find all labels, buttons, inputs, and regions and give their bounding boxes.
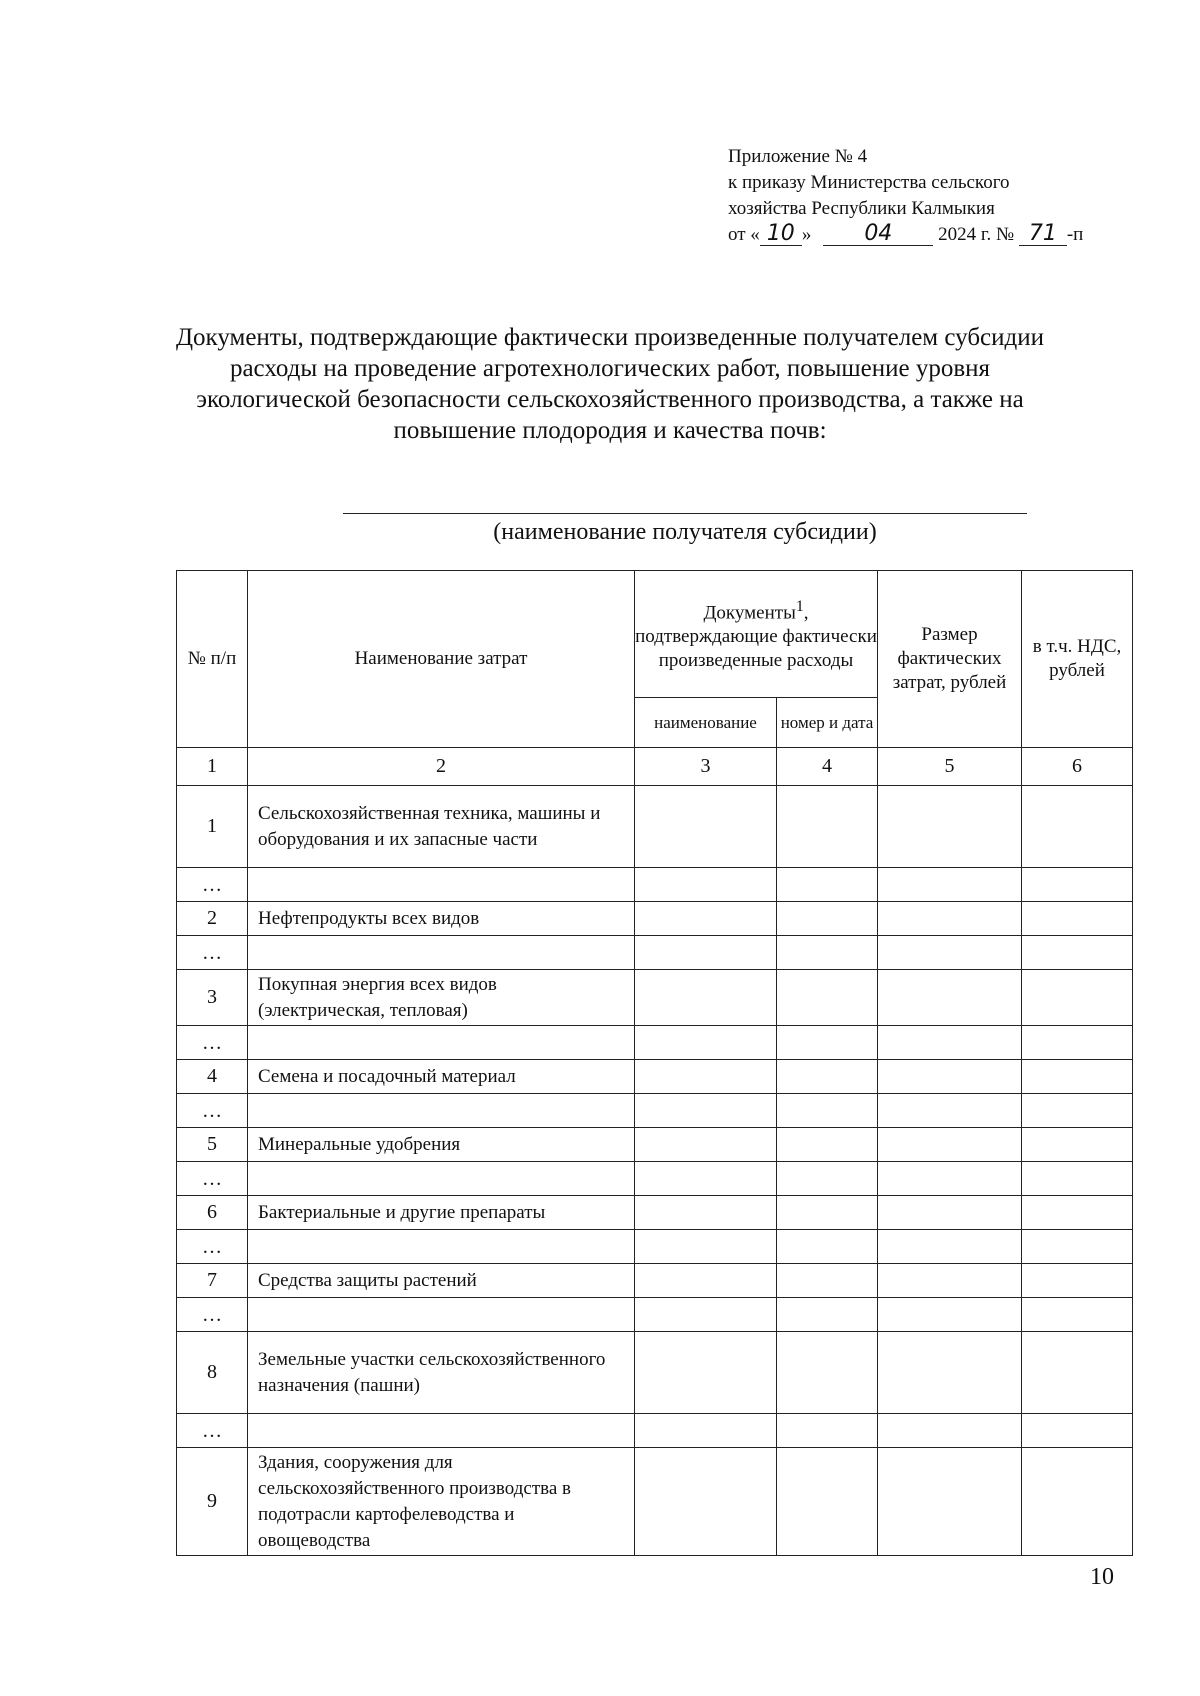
cell-doc-name	[635, 1162, 777, 1196]
cell-doc-number-date	[777, 1162, 878, 1196]
cell-doc-name	[635, 1026, 777, 1060]
cell-amount	[878, 936, 1022, 970]
cell-amount	[878, 970, 1022, 1026]
table-row	[177, 1414, 1133, 1448]
row-name	[248, 1026, 635, 1060]
cell-vat	[1022, 1448, 1133, 1556]
row-name: Здания, сооружения для сельскохозяйственного производства в подотрасли картофелеводства и овощеводства	[248, 1448, 635, 1556]
cell-vat	[1022, 868, 1133, 902]
cell-doc-number-date	[777, 1128, 878, 1162]
header-documents-tail: , подтверждающие фактически произведенные расходы	[635, 602, 877, 672]
page-number: 10	[1090, 1564, 1114, 1590]
cell-vat	[1022, 1060, 1133, 1094]
row-number: …	[177, 936, 248, 970]
cell-vat	[1022, 786, 1133, 868]
table-row	[177, 1230, 1133, 1264]
table-row	[177, 1196, 1133, 1230]
row-name: Нефтепродукты всех видов	[248, 902, 635, 936]
header-amount: Размер фактических затрат, рублей	[878, 571, 1022, 748]
cell-doc-name	[635, 1264, 777, 1298]
cell-doc-number-date	[777, 1060, 878, 1094]
cell-doc-name	[635, 1414, 777, 1448]
column-number: 3	[635, 748, 777, 786]
cell-amount	[878, 1162, 1022, 1196]
costs-table	[176, 570, 1133, 1556]
column-number: 2	[248, 748, 635, 786]
cell-amount	[878, 902, 1022, 936]
row-number: …	[177, 1162, 248, 1196]
date-year: 2024 г. №	[938, 224, 1015, 245]
table-row	[177, 902, 1133, 936]
cell-doc-number-date	[777, 868, 878, 902]
cell-doc-number-date	[777, 1094, 878, 1128]
cell-doc-name	[635, 1230, 777, 1264]
row-name	[248, 868, 635, 902]
row-name: Средства защиты растений	[248, 1264, 635, 1298]
cell-doc-number-date	[777, 1298, 878, 1332]
cell-doc-name	[635, 1128, 777, 1162]
row-name: Земельные участки сельскохозяйственного назначения (пашни)	[248, 1332, 635, 1414]
cell-amount	[878, 1094, 1022, 1128]
column-number: 1	[177, 748, 248, 786]
header-num: № п/п	[177, 571, 248, 748]
cell-amount	[878, 1448, 1022, 1556]
row-number: 3	[177, 970, 248, 1026]
row-name	[248, 1298, 635, 1332]
row-number: 9	[177, 1448, 248, 1556]
cell-vat	[1022, 1094, 1133, 1128]
row-number: 1	[177, 786, 248, 868]
date-prefix: от «	[728, 224, 760, 245]
table-row	[177, 1162, 1133, 1196]
cell-amount	[878, 1230, 1022, 1264]
cell-doc-number-date	[777, 1264, 878, 1298]
cell-vat	[1022, 1298, 1133, 1332]
row-number: …	[177, 1414, 248, 1448]
row-number: …	[177, 1094, 248, 1128]
cell-vat	[1022, 1264, 1133, 1298]
row-name: Минеральные удобрения	[248, 1128, 635, 1162]
cell-doc-number-date	[777, 1448, 878, 1556]
cell-doc-name	[635, 1448, 777, 1556]
appendix-ministry: хозяйства Республики Калмыкия	[728, 198, 995, 219]
row-number: 6	[177, 1196, 248, 1230]
cell-doc-number-date	[777, 1196, 878, 1230]
table-row	[177, 786, 1133, 868]
cell-doc-number-date	[777, 1026, 878, 1060]
row-name: Бактериальные и другие препараты	[248, 1196, 635, 1230]
cell-doc-number-date	[777, 902, 878, 936]
row-number: …	[177, 1026, 248, 1060]
cell-doc-name	[635, 786, 777, 868]
column-numbers-row	[177, 748, 1133, 786]
row-name	[248, 1414, 635, 1448]
table-row	[177, 1060, 1133, 1094]
table-row	[177, 1264, 1133, 1298]
appendix-number: Приложение № 4	[728, 146, 868, 167]
row-name	[248, 936, 635, 970]
row-name: Семена и посадочный материал	[248, 1060, 635, 1094]
row-number: 2	[177, 902, 248, 936]
cell-doc-name	[635, 1094, 777, 1128]
cell-vat	[1022, 1026, 1133, 1060]
order-suffix: -п	[1066, 224, 1084, 245]
row-number: 8	[177, 1332, 248, 1414]
document-title: Документы, подтверждающие фактически произведенные получателем субсидии расходы на проведение агротехнологических работ, повышение уровня экологической безопасности сельскохозяйственного производства, а также на повышение плодородия и качества почв:	[175, 324, 1044, 444]
header-vat: в т.ч. НДС, рублей	[1022, 571, 1133, 748]
header-doc-name: наименование	[635, 698, 777, 748]
cell-doc-name	[635, 970, 777, 1026]
cell-doc-name	[635, 936, 777, 970]
cell-amount	[878, 1026, 1022, 1060]
row-number: …	[177, 1230, 248, 1264]
row-number: 7	[177, 1264, 248, 1298]
cell-amount	[878, 1298, 1022, 1332]
header-documents-label: Документы	[703, 602, 796, 624]
row-name: Покупная энергия всех видов (электрическая, тепловая)	[248, 970, 635, 1026]
cell-vat	[1022, 1162, 1133, 1196]
table-row	[177, 1332, 1133, 1414]
row-name	[248, 1230, 635, 1264]
row-number: 5	[177, 1128, 248, 1162]
cell-amount	[878, 1128, 1022, 1162]
header-name: Наименование затрат	[248, 571, 635, 748]
cell-vat	[1022, 936, 1133, 970]
table-row	[177, 1448, 1133, 1556]
column-number: 5	[878, 748, 1022, 786]
cell-vat	[1022, 1128, 1133, 1162]
cell-vat	[1022, 1332, 1133, 1414]
cell-doc-name	[635, 868, 777, 902]
table-row	[177, 1128, 1133, 1162]
footnote-marker: 1	[795, 597, 804, 615]
date-month-handwritten: 04	[823, 223, 933, 246]
cell-amount	[878, 1332, 1022, 1414]
cell-amount	[878, 1264, 1022, 1298]
row-number: 4	[177, 1060, 248, 1094]
cell-doc-name	[635, 1060, 777, 1094]
table-row	[177, 970, 1133, 1026]
row-name	[248, 1162, 635, 1196]
row-number: …	[177, 868, 248, 902]
cell-doc-name	[635, 1332, 777, 1414]
cell-doc-number-date	[777, 970, 878, 1026]
cell-amount	[878, 1196, 1022, 1230]
cell-vat	[1022, 902, 1133, 936]
cell-vat	[1022, 1230, 1133, 1264]
row-number: …	[177, 1298, 248, 1332]
header-documents	[635, 571, 878, 698]
table-row	[177, 1094, 1133, 1128]
appendix-reference	[728, 144, 1083, 248]
table-row	[177, 1026, 1133, 1060]
cell-vat	[1022, 970, 1133, 1026]
cell-vat	[1022, 1196, 1133, 1230]
table-row	[177, 1298, 1133, 1332]
recipient-caption: (наименование получателя субсидии)	[493, 519, 877, 545]
cell-doc-number-date	[777, 1332, 878, 1414]
date-day-handwritten: 10	[760, 223, 802, 246]
cell-amount	[878, 1060, 1022, 1094]
table-row	[177, 868, 1133, 902]
column-number: 6	[1022, 748, 1133, 786]
header-doc-number-date: номер и дата	[777, 698, 878, 748]
cell-doc-name	[635, 1196, 777, 1230]
appendix-order-ref: к приказу Министерства сельского	[728, 172, 1010, 193]
cell-amount	[878, 868, 1022, 902]
cell-amount	[878, 786, 1022, 868]
recipient-fill-line	[343, 513, 1027, 514]
cell-amount	[878, 1414, 1022, 1448]
row-name: Сельскохозяйственная техника, машины и оборудования и их запасные части	[248, 786, 635, 868]
cell-vat	[1022, 1414, 1133, 1448]
date-mid: »	[801, 224, 812, 245]
column-number: 4	[777, 748, 878, 786]
cell-doc-name	[635, 1298, 777, 1332]
order-number-handwritten: 71	[1019, 223, 1067, 246]
row-name	[248, 1094, 635, 1128]
table-row	[177, 936, 1133, 970]
cell-doc-number-date	[777, 936, 878, 970]
cell-doc-name	[635, 902, 777, 936]
cell-doc-number-date	[777, 786, 878, 868]
cell-doc-number-date	[777, 1230, 878, 1264]
appendix-date-line	[728, 222, 1083, 248]
cell-doc-number-date	[777, 1414, 878, 1448]
